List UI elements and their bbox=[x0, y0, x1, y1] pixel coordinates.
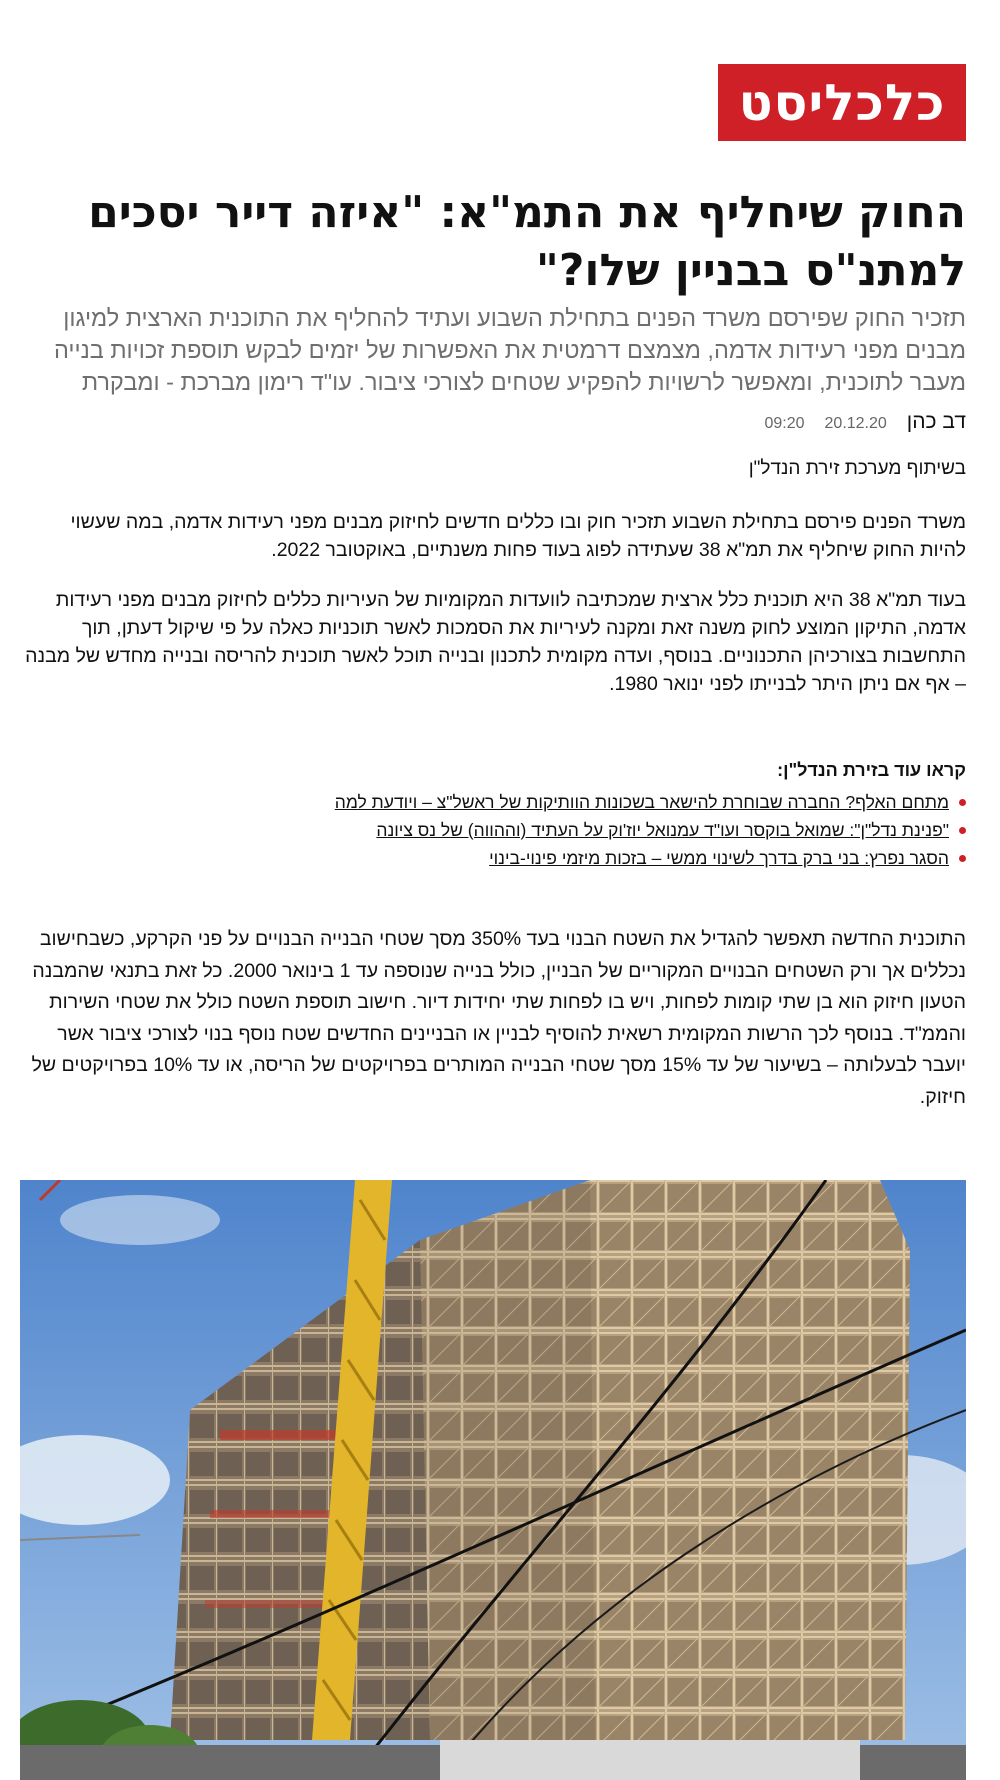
sponsor-credit: בשיתוף מערכת זירת הנדל"ן bbox=[748, 458, 966, 479]
related-link-2[interactable]: "פנינת נדל"ן": שמואל בוקסר ועו"ד עמנואל יוז'וק על העתיד (וההווה) של נס ציונה bbox=[376, 820, 949, 840]
related-item bbox=[335, 844, 966, 872]
article-meta bbox=[764, 410, 966, 434]
article-paragraph-2: בעוד תמ"א 38 היא תוכנית כלל ארצית שמכתיבה לוועדות המקומיות של העיריות כללים לחיזוק מבנים מפני רעידות אדמה, התיקון המוצע לחוק משנה זאת ומקנה לעיריות את הסמכות לאשר תוכניות כאלה על פי שיקול דעתן, תוך התחשבות בצורכיהן התכנוניים. בנוסף, ועדה מקומית לתכנון ובנייה תוכל לאשר תוכנית להריסה ובנייה מחדש של מבנה – אף אם ניתן היתר לבנייתו לפני ינואר 1980. bbox=[25, 589, 966, 695]
bullet-icon bbox=[959, 827, 966, 834]
article-paragraph-1: משרד הפנים פירסם בתחילת השבוע תזכיר חוק ובו כללים חדשים לחיזוק מבנים מפני רעידות אדמה, במה שעשוי להיות החוק שיחליף את תמ"א 38 שעתידה לפוג בעוד פחות משנתיים, באוקטובר 2022. bbox=[70, 511, 966, 561]
article-headline: החוק שיחליף את התמ"א: "איזה דייר יסכים למתנ"ס בבניין שלו?" bbox=[88, 187, 966, 296]
article-paragraph-3: התוכנית החדשה תאפשר להגדיל את השטח הבנוי בעד 350% מסך שטחי הבנייה הבנויים על פני הקרקע, כשבחישוב נכללים אך ורק השטחים הבנויים המקוריים של הבניין, כולל בנייה שנוספה עד 1 בינואר 2000. כל זאת בתנאי שהמבנה הטעון חיזוק הוא בן שתי קומות לפחות, ויש בו לפחות שתי יחידות דיור. חישוב תוספת השטח כולל את שטחי השירות והממ"ד. בנוסף לכך הרשות המקומית רשאית להוסיף לבניין או הבניינים החדשים שטח נוסף בנוי לצורכי ציבור אשר יועבר לבעלותה – בשיעור של עד 15% מסך שטחי הבנייה המותרים בפרויקטים של הריסה, או עד 10% בפרויקטים של חיזוק. bbox=[31, 928, 966, 1108]
related-link-1[interactable]: מתחם האלף? החברה שבוחרת להישאר בשכונות הוותיקות של ראשל"צ – ויודעת למה bbox=[334, 792, 949, 812]
site-logo[interactable] bbox=[718, 64, 966, 141]
site-logo-text: כלכליסט bbox=[738, 73, 946, 132]
related-item bbox=[335, 816, 966, 844]
article-subtitle: תזכיר החוק שפירסם משרד הפנים בתחילת השבוע ועתיד להחליף את התוכנית הארצית למיגון מבנים מפני רעידות אדמה, מצמצם דרמטית את האפשרות של יזמים לבקש תוספת זכויות בנייה מעבר לתוכנית, ומאפשר לרשויות להפקיע שטחים לצורכי ציבור. עו"ד רימון מברכת - ומבקרת bbox=[53, 305, 966, 395]
related-heading: קראו עוד בזירת הנדל"ן: bbox=[777, 760, 966, 780]
bullet-icon bbox=[959, 799, 966, 806]
bullet-icon bbox=[959, 855, 966, 862]
article-photo bbox=[20, 1180, 966, 1780]
related-item bbox=[335, 788, 966, 816]
construction-site-photo bbox=[20, 1180, 966, 1780]
related-link-3[interactable]: הסגר נפרץ: בני ברק בדרך לשינוי ממשי – בזכות מיזמי פינוי-בינוי bbox=[489, 848, 949, 868]
author-name[interactable]: דב כהן bbox=[906, 410, 966, 433]
publish-date: 20.12.20 bbox=[824, 415, 887, 432]
publish-time: 09:20 bbox=[764, 415, 805, 432]
related-links-list bbox=[335, 788, 966, 872]
